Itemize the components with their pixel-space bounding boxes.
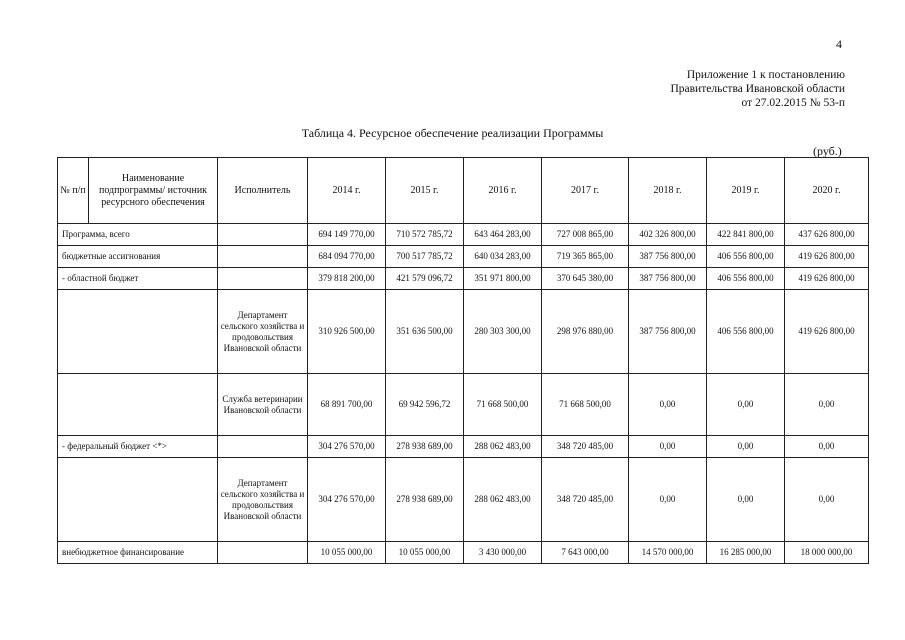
row-executor: Департамент сельского хозяйства и продовольствия Ивановской области <box>218 458 308 542</box>
value-cell: 351 971 800,00 <box>464 268 542 290</box>
value-cell: 379 818 200,00 <box>308 268 386 290</box>
table-row <box>58 268 869 290</box>
row-name <box>58 290 218 374</box>
row-name <box>58 374 218 436</box>
value-cell: 0,00 <box>707 436 785 458</box>
row-name: внебюджетное финансирование <box>58 542 218 564</box>
value-cell: 406 556 800,00 <box>707 290 785 374</box>
appendix-line-2: Правительства Ивановской области <box>670 83 845 95</box>
row-name <box>58 458 218 542</box>
value-cell: 3 430 000,00 <box>464 542 542 564</box>
header-year: 2018 г. <box>629 158 707 224</box>
value-cell: 694 149 770,00 <box>308 224 386 246</box>
value-cell: 0,00 <box>629 436 707 458</box>
value-cell: 406 556 800,00 <box>707 246 785 268</box>
resource-table <box>57 157 869 564</box>
row-name: - областной бюджет <box>58 268 218 290</box>
value-cell: 684 094 770,00 <box>308 246 386 268</box>
header-year: 2019 г. <box>707 158 785 224</box>
value-cell: 406 556 800,00 <box>707 268 785 290</box>
value-cell: 710 572 785,72 <box>386 224 464 246</box>
row-executor <box>218 224 308 246</box>
value-cell: 387 756 800,00 <box>629 268 707 290</box>
row-name: бюджетные ассигнования <box>58 246 218 268</box>
header-executor: Исполнитель <box>218 158 308 224</box>
row-executor <box>218 542 308 564</box>
value-cell: 402 326 800,00 <box>629 224 707 246</box>
table-row <box>58 458 869 542</box>
table-title-wrap <box>0 126 905 141</box>
value-cell: 700 517 785,72 <box>386 246 464 268</box>
value-cell: 310 926 500,00 <box>308 290 386 374</box>
table-row <box>58 542 869 564</box>
value-cell: 288 062 483,00 <box>464 436 542 458</box>
value-cell: 68 891 700,00 <box>308 374 386 436</box>
row-executor <box>218 246 308 268</box>
header-year: 2015 г. <box>386 158 464 224</box>
row-executor <box>218 268 308 290</box>
value-cell: 7 643 000,00 <box>542 542 629 564</box>
value-cell: 0,00 <box>629 374 707 436</box>
value-cell: 0,00 <box>629 458 707 542</box>
value-cell: 280 303 300,00 <box>464 290 542 374</box>
value-cell: 719 365 865,00 <box>542 246 629 268</box>
table-row <box>58 374 869 436</box>
value-cell: 0,00 <box>785 436 869 458</box>
row-executor: Департамент сельского хозяйства и продовольствия Ивановской области <box>218 290 308 374</box>
table-header-row <box>58 158 869 224</box>
row-name: - федеральный бюджет <*> <box>58 436 218 458</box>
value-cell: 71 668 500,00 <box>464 374 542 436</box>
appendix-line-3: от 27.02.2015 № 53-п <box>741 97 845 109</box>
value-cell: 0,00 <box>707 458 785 542</box>
value-cell: 16 285 000,00 <box>707 542 785 564</box>
value-cell: 298 976 880,00 <box>542 290 629 374</box>
value-cell: 387 756 800,00 <box>629 246 707 268</box>
value-cell: 643 464 283,00 <box>464 224 542 246</box>
header-year: 2016 г. <box>464 158 542 224</box>
value-cell: 278 938 689,00 <box>386 436 464 458</box>
value-cell: 640 034 283,00 <box>464 246 542 268</box>
value-cell: 14 570 000,00 <box>629 542 707 564</box>
value-cell: 387 756 800,00 <box>629 290 707 374</box>
table-row <box>58 224 869 246</box>
page-number: 4 <box>836 37 842 51</box>
value-cell: 10 055 000,00 <box>308 542 386 564</box>
value-cell: 419 626 800,00 <box>785 290 869 374</box>
header-num: № п/п <box>58 158 89 224</box>
value-cell: 437 626 800,00 <box>785 224 869 246</box>
header-year: 2017 г. <box>542 158 629 224</box>
value-cell: 422 841 800,00 <box>707 224 785 246</box>
table-row <box>58 246 869 268</box>
header-name: Наименование подпрограммы/ источник ресурсного обеспечения <box>89 158 218 224</box>
value-cell: 69 942 596,72 <box>386 374 464 436</box>
value-cell: 419 626 800,00 <box>785 268 869 290</box>
value-cell: 421 579 096,72 <box>386 268 464 290</box>
value-cell: 304 276 570,00 <box>308 436 386 458</box>
value-cell: 278 938 689,00 <box>386 458 464 542</box>
value-cell: 0,00 <box>707 374 785 436</box>
row-executor: Служба ветеринарии Ивановской области <box>218 374 308 436</box>
row-name: Программа, всего <box>58 224 218 246</box>
row-executor <box>218 436 308 458</box>
table-row <box>58 290 869 374</box>
value-cell: 727 008 865,00 <box>542 224 629 246</box>
table-title: Таблица 4. Ресурсное обеспечение реализации Программы <box>301 126 604 140</box>
units-label: (руб.) <box>813 144 842 158</box>
appendix-line-1: Приложение 1 к постановлению <box>686 69 845 81</box>
value-cell: 10 055 000,00 <box>386 542 464 564</box>
table-row <box>58 436 869 458</box>
header-year: 2014 г. <box>308 158 386 224</box>
value-cell: 288 062 483,00 <box>464 458 542 542</box>
appendix-header <box>670 68 845 110</box>
value-cell: 348 720 485,00 <box>542 436 629 458</box>
value-cell: 304 276 570,00 <box>308 458 386 542</box>
value-cell: 419 626 800,00 <box>785 246 869 268</box>
value-cell: 71 668 500,00 <box>542 374 629 436</box>
value-cell: 348 720 485,00 <box>542 458 629 542</box>
value-cell: 0,00 <box>785 458 869 542</box>
value-cell: 18 000 000,00 <box>785 542 869 564</box>
value-cell: 0,00 <box>785 374 869 436</box>
header-year: 2020 г. <box>785 158 869 224</box>
value-cell: 370 645 380,00 <box>542 268 629 290</box>
value-cell: 351 636 500,00 <box>386 290 464 374</box>
